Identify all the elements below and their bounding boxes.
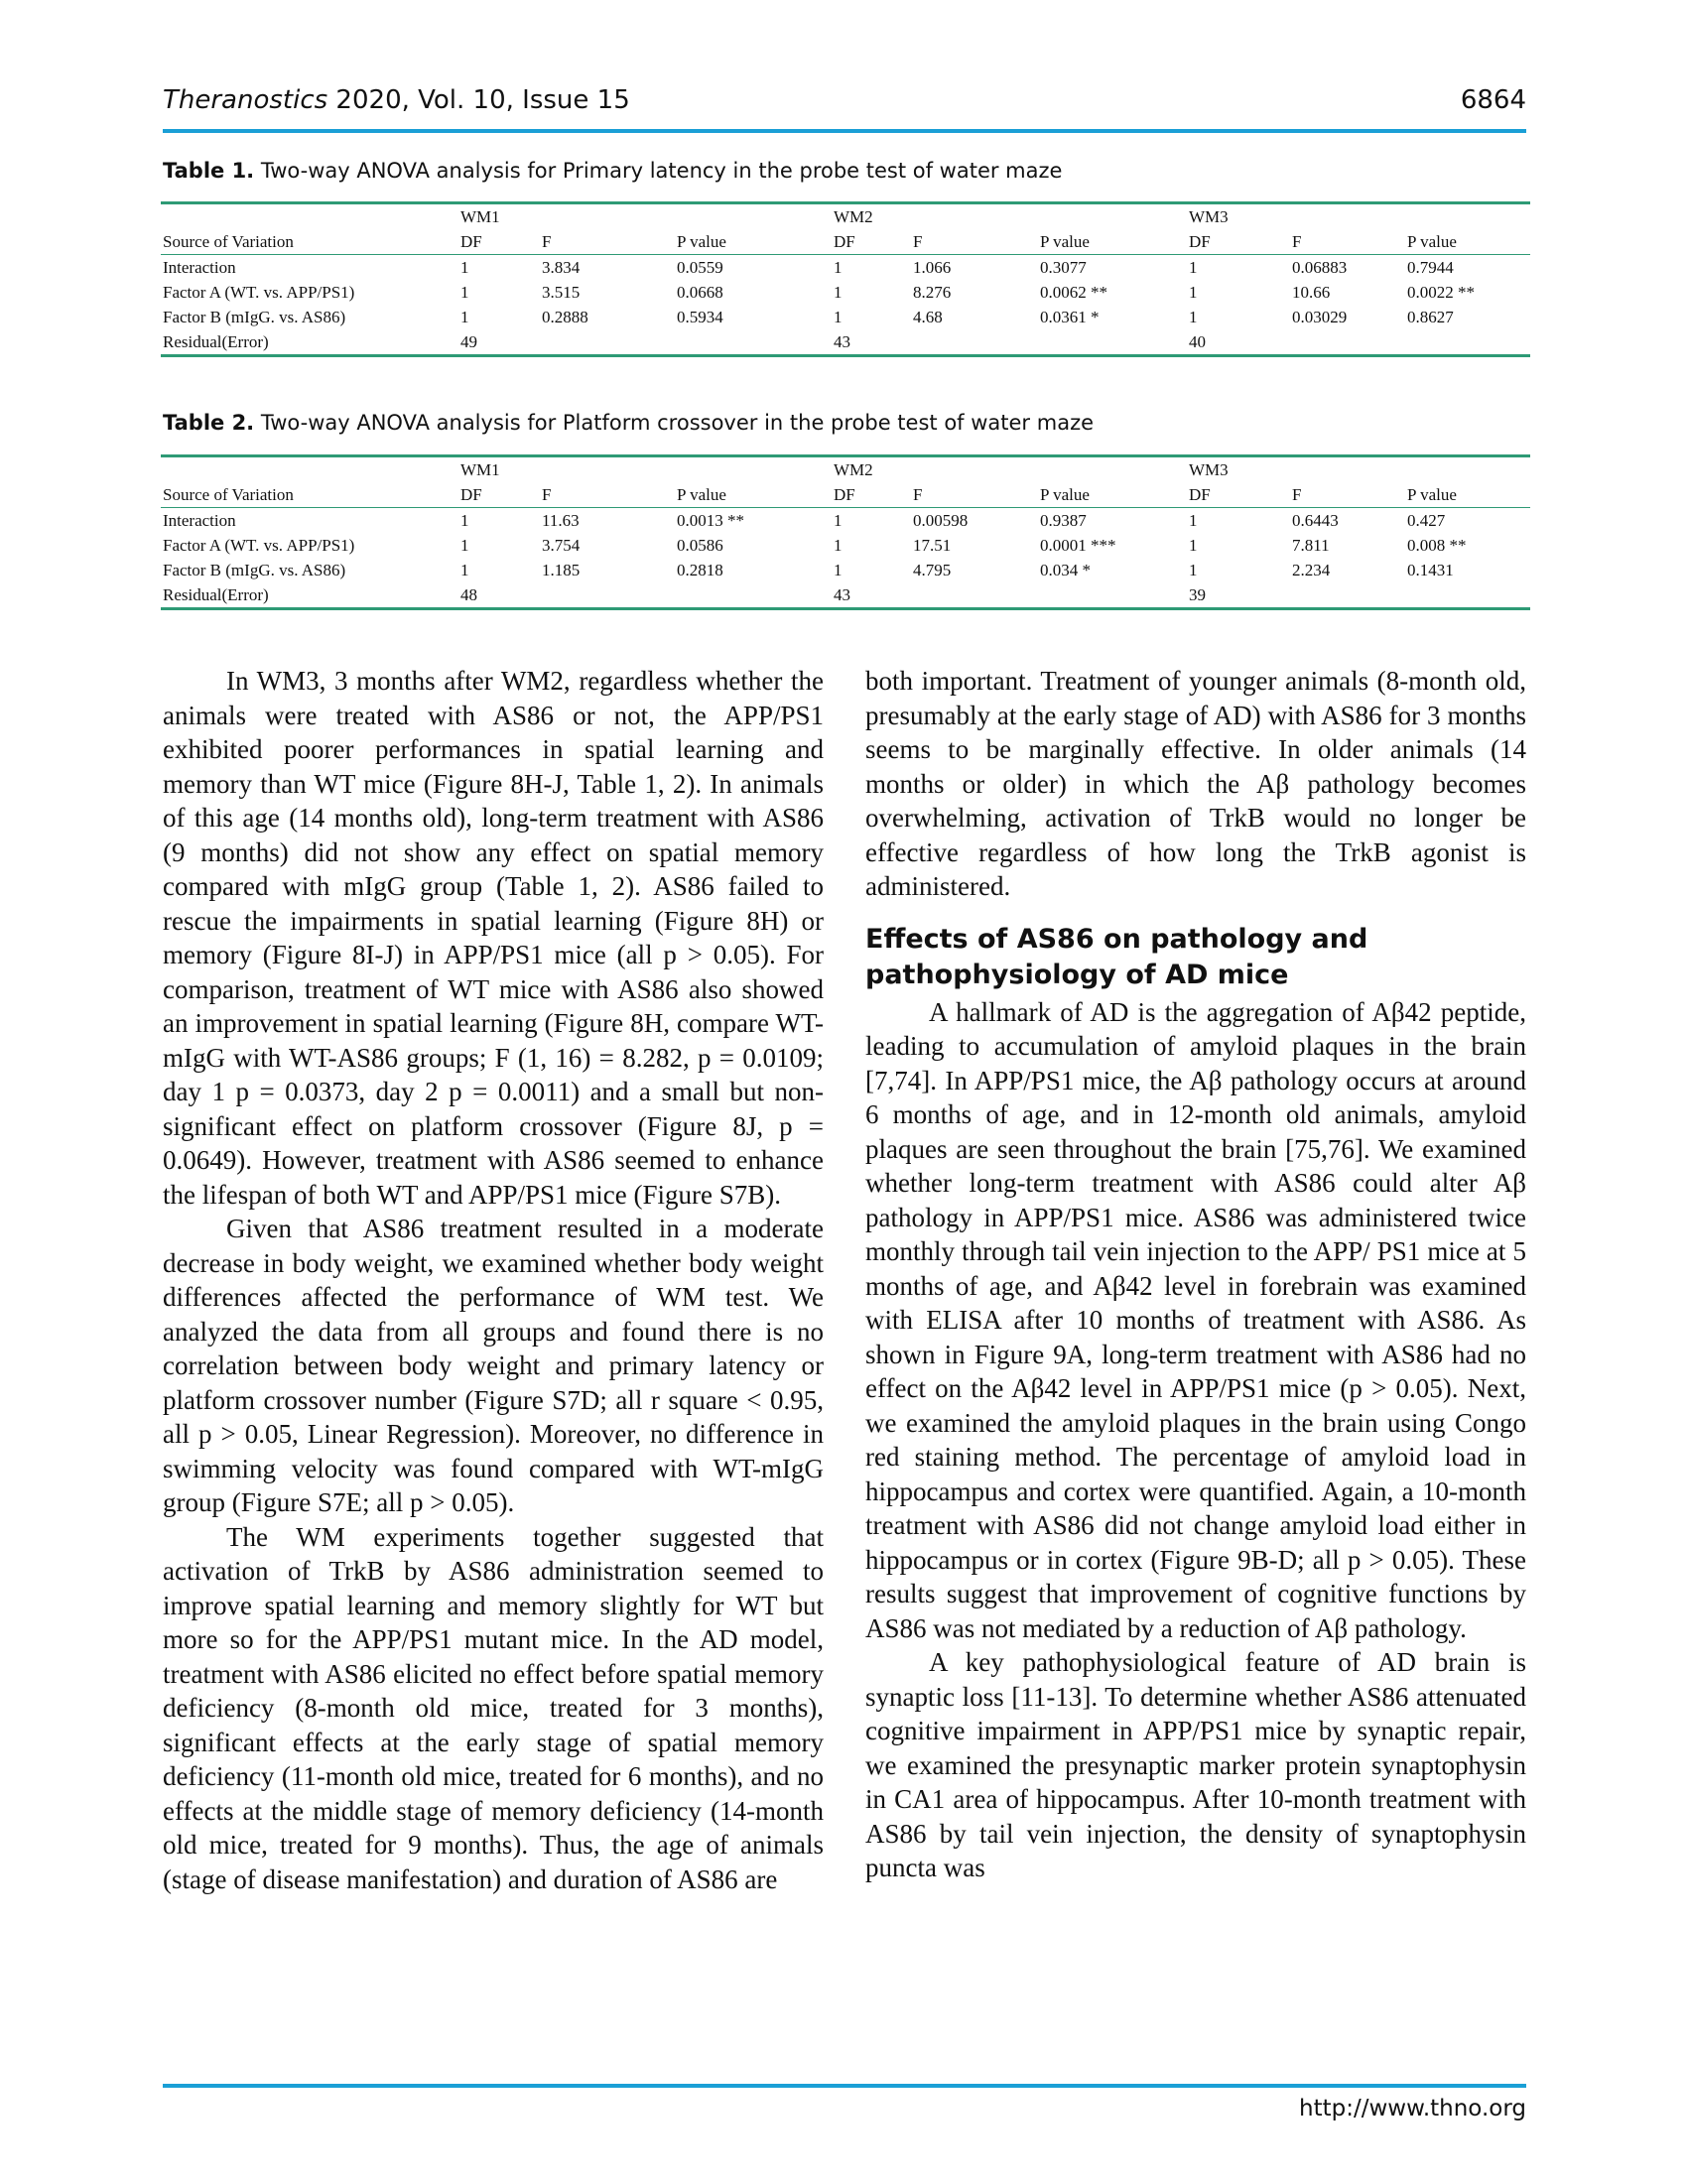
- section-heading: Effects of AS86 on pathology and pathophysiology of AD mice: [865, 923, 1368, 990]
- table-cell: 1: [834, 535, 843, 555]
- table-cell: 11.63: [542, 510, 580, 530]
- table-cell: 1: [460, 282, 469, 302]
- table-cell: Residual(Error): [161, 329, 458, 356]
- table2-label: Table 2.: [163, 411, 255, 435]
- table-cell: [540, 329, 675, 356]
- table1-group-row: [161, 203, 1530, 230]
- table-cell: 0.008 **: [1407, 535, 1467, 555]
- footer-rule: [163, 2084, 1526, 2088]
- table-cell: Factor A (WT. vs. APP/PS1): [163, 535, 355, 555]
- table-cell: 2.234: [1292, 560, 1331, 579]
- table-cell: 1: [834, 560, 843, 579]
- table-cell: 1: [1189, 535, 1198, 555]
- table2: [161, 454, 1530, 610]
- column-header: P value: [675, 229, 832, 255]
- table-cell: 8.276: [913, 282, 952, 302]
- column-header: P value: [1038, 482, 1187, 508]
- table-cell: Interaction: [163, 510, 236, 530]
- column-header: F: [911, 482, 1038, 508]
- table-cell: 1.066: [913, 257, 952, 277]
- table2-group-row: [161, 456, 1530, 483]
- body-paragraph: A hallmark of AD is the aggregation of Aβ42 peptide, leading to accumulation of amyloid plaques in the brain [7,74]. In APP/PS1 mice, the Aβ pathology occurs at around 6 months of age, and in 12-month old animals, amyloid plaques are seen throughout the brain [75,76]. We examined whether long-term treatment with AS86 could alter Aβ pathology in APP/PS1 mice. AS86 was administered twice monthly through tail vein injection to the APP/ PS1 mice at 5 months of age, and Aβ42 level in forebrain was examined with ELISA after 10 months of treatment with AS86. As shown in Figure 9A, long-term treatment with AS86 had no effect on the Aβ42 level in APP/PS1 mice (p > 0.05). Next, we examined the amyloid plaques in the brain using Congo red staining method. The percentage of amyloid load in hippocampus and cortex were quantified. Again, a 10-month treatment with AS86 did not change amyloid load either in hippocampus or in cortex (Figure 9B-D; all p > 0.05). These results suggest that improvement of cognitive functions by AS86 was not mediated by a reduction of Aβ pathology.: [865, 996, 1526, 1643]
- table-cell: [1290, 582, 1405, 609]
- header-rule: [163, 129, 1526, 133]
- table-cell: 3.754: [542, 535, 581, 555]
- table-cell: [1290, 329, 1405, 356]
- table-group-header: WM1: [458, 456, 832, 483]
- table-cell: 0.8627: [1407, 307, 1454, 326]
- left-column: [163, 664, 824, 1896]
- table-cell: [161, 203, 458, 230]
- table-cell: Factor B (mIgG. vs. AS86): [163, 307, 346, 326]
- table-cell: 1: [460, 535, 469, 555]
- table-cell: [1405, 329, 1530, 356]
- footer-url-link[interactable]: http://www.thno.org: [1299, 2096, 1526, 2121]
- table-row: [161, 280, 1530, 305]
- table-cell: 0.6443: [1292, 510, 1339, 530]
- column-header: Source of Variation: [161, 482, 458, 508]
- table-cell: 43: [832, 329, 911, 356]
- column-header: DF: [1187, 229, 1290, 255]
- column-header: DF: [1187, 482, 1290, 508]
- table-cell: Factor B (mIgG. vs. AS86): [163, 560, 346, 579]
- column-header: DF: [832, 482, 911, 508]
- table-row: [161, 305, 1530, 329]
- table-cell: Interaction: [163, 257, 236, 277]
- table-row: [161, 558, 1530, 582]
- table-row: [161, 582, 1530, 609]
- table-cell: 7.811: [1292, 535, 1330, 555]
- table2-column-headers: [161, 482, 1530, 508]
- body-paragraph: both important. Treatment of younger animals (8-month old, presumably at the early stage of AD) with AS86 for 3 months seems to be marginally effective. In older animals (14 months or older) in which the Aβ pathology becomes overwhelming, activation of TrkB would no longer be effective regardless of how long the TrkB agonist is administered.: [865, 666, 1526, 901]
- table-cell: 1: [1189, 510, 1198, 530]
- table-cell: 0.034 *: [1040, 560, 1091, 579]
- table-cell: 0.1431: [1407, 560, 1454, 579]
- table-cell: 43: [832, 582, 911, 609]
- column-header: P value: [1405, 229, 1530, 255]
- journal-info: 2020, Vol. 10, Issue 15: [327, 85, 630, 115]
- column-header: P value: [1405, 482, 1530, 508]
- table-cell: 0.0022 **: [1407, 282, 1475, 302]
- table-cell: 0.0559: [677, 257, 723, 277]
- table2-caption-text: Two-way ANOVA analysis for Platform crossover in the probe test of water maze: [254, 411, 1095, 435]
- table1-caption: [163, 159, 1062, 183]
- table-cell: 0.0062 **: [1040, 282, 1107, 302]
- table-cell: 0.06883: [1292, 257, 1348, 277]
- table-row: [161, 255, 1530, 281]
- table-cell: 39: [1187, 582, 1290, 609]
- table-cell: 0.0013 **: [677, 510, 744, 530]
- table-cell: 0.00598: [913, 510, 969, 530]
- table-cell: 1.185: [542, 560, 581, 579]
- column-header: DF: [458, 229, 540, 255]
- page-number: 6864: [1460, 85, 1526, 115]
- table-cell: [540, 582, 675, 609]
- table-group-header: WM2: [832, 203, 1187, 230]
- table-cell: 0.03029: [1292, 307, 1348, 326]
- table1: [161, 201, 1530, 357]
- table-cell: 1: [1189, 560, 1198, 579]
- column-header: DF: [458, 482, 540, 508]
- table-cell: [1038, 329, 1187, 356]
- table-cell: 3.834: [542, 257, 581, 277]
- column-header: F: [540, 482, 675, 508]
- table-cell: 40: [1187, 329, 1290, 356]
- table1-column-headers: [161, 229, 1530, 255]
- table-cell: 0.5934: [677, 307, 723, 326]
- table-cell: 0.0361 *: [1040, 307, 1100, 326]
- body-paragraph: In WM3, 3 months after WM2, regardless whether the animals were treated with AS86 or not, the APP/PS1 exhibited poorer performances in spatial learning and memory than WT mice (Figure 8H-J, Table 1, 2). In animals of this age (14 months old), long-term treatment with AS86 (9 months) did not show any effect on spatial memory compared with mIgG group (Table 1, 2). AS86 failed to rescue the impairments in spatial learning (Figure 8H) or memory (Figure 8I-J) in APP/PS1 mice (all p > 0.05). For comparison, treatment of WT mice with AS86 also showed an improvement in spatial learning (Figure 8H, compare WT-mIgG with WT-AS86 groups; F (1, 16) = 8.282, p = 0.0109; day 1 p = 0.0373, day 2 p = 0.0011) and a small but non-significant effect on platform crossover (Figure 8J, p = 0.0649). However, treatment with AS86 seemed to enhance the lifespan of both WT and APP/PS1 mice (Figure S7B).: [163, 666, 824, 1210]
- table-cell: 49: [458, 329, 540, 356]
- table-cell: 0.2818: [677, 560, 723, 579]
- table-cell: [675, 329, 832, 356]
- column-header: F: [1290, 482, 1405, 508]
- body-paragraph: The WM experiments together suggested that activation of TrkB by AS86 administration seemed to improve spatial learning and memory slightly for WT but more so for the APP/PS1 mutant mice. In the AD model, treatment with AS86 elicited no effect before spatial memory deficiency (8-month old mice, treated for 3 months), significant effects at the early stage of spatial memory deficiency (11-month old mice, treated for 6 months), and no effects at the middle stage of memory deficiency (14-month old mice, treated for 9 months). Thus, the age of animals (stage of disease manifestation) and duration of AS86 are: [163, 1521, 824, 1894]
- table-cell: 0.2888: [542, 307, 588, 326]
- table-cell: 0.427: [1407, 510, 1446, 530]
- journal-name: Theranostics: [163, 85, 328, 115]
- table-cell: 1: [1189, 282, 1198, 302]
- table-cell: [1405, 582, 1530, 609]
- table-cell: 0.3077: [1040, 257, 1087, 277]
- table-cell: 1: [460, 510, 469, 530]
- column-header: F: [540, 229, 675, 255]
- table-cell: 1: [1189, 307, 1198, 326]
- table-group-header: WM3: [1187, 456, 1530, 483]
- table-cell: 0.0001 ***: [1040, 535, 1116, 555]
- table1-caption-text: Two-way ANOVA analysis for Primary latency in the probe test of water maze: [254, 159, 1063, 183]
- table-cell: [1038, 582, 1187, 609]
- column-header: F: [911, 229, 1038, 255]
- table-cell: 17.51: [913, 535, 952, 555]
- table-cell: 10.66: [1292, 282, 1331, 302]
- table-cell: 1: [460, 560, 469, 579]
- table-cell: Residual(Error): [161, 582, 458, 609]
- table-cell: 48: [458, 582, 540, 609]
- table-cell: 1: [460, 257, 469, 277]
- column-header: DF: [832, 229, 911, 255]
- column-header: Source of Variation: [161, 229, 458, 255]
- table-cell: 3.515: [542, 282, 581, 302]
- table-cell: 4.795: [913, 560, 952, 579]
- table-cell: 0.0586: [677, 535, 723, 555]
- table-cell: 1: [460, 307, 469, 326]
- journal-citation: [163, 85, 630, 115]
- table-cell: 0.7944: [1407, 257, 1454, 277]
- table-cell: Factor A (WT. vs. APP/PS1): [163, 282, 355, 302]
- table-row: [161, 508, 1530, 534]
- page-header: [163, 85, 1526, 125]
- table-group-header: WM3: [1187, 203, 1530, 230]
- table-group-header: WM2: [832, 456, 1187, 483]
- table1-label: Table 1.: [163, 159, 255, 183]
- table-cell: 1: [834, 307, 843, 326]
- table-group-header: WM1: [458, 203, 832, 230]
- body-paragraph: Given that AS86 treatment resulted in a moderate decrease in body weight, we examined whether body weight differences affected the performance of WM test. We analyzed the data from all groups and found there is no correlation between body weight and primary latency or platform crossover number (Figure S7D; all r square < 0.95, all p > 0.05, Linear Regression). Moreover, no difference in swimming velocity was found compared with WT-mIgG group (Figure S7E; all p > 0.05).: [163, 1214, 824, 1517]
- table-cell: 0.0668: [677, 282, 723, 302]
- table-cell: [911, 582, 1038, 609]
- table-cell: 1: [834, 510, 843, 530]
- column-header: P value: [1038, 229, 1187, 255]
- table-cell: 1: [834, 257, 843, 277]
- table-cell: [161, 456, 458, 483]
- table-cell: [911, 329, 1038, 356]
- table-cell: 4.68: [913, 307, 943, 326]
- right-column: [865, 664, 1526, 1885]
- table-cell: [675, 582, 832, 609]
- body-paragraph: A key pathophysiological feature of AD brain is synaptic loss [11-13]. To determine whether AS86 attenuated cognitive impairment in APP/PS1 mice by synaptic repair, we examined the presynaptic marker protein synaptophysin in CA1 area of hippocampus. After 10-month treatment with AS86 by tail vein injection, the density of synaptophysin puncta was: [865, 1647, 1526, 1882]
- table-row: [161, 533, 1530, 558]
- table-cell: 1: [1189, 257, 1198, 277]
- table-cell: 1: [834, 282, 843, 302]
- table-cell: 0.9387: [1040, 510, 1087, 530]
- column-header: P value: [675, 482, 832, 508]
- table2-caption: [163, 411, 1094, 435]
- table-row: [161, 329, 1530, 356]
- column-header: F: [1290, 229, 1405, 255]
